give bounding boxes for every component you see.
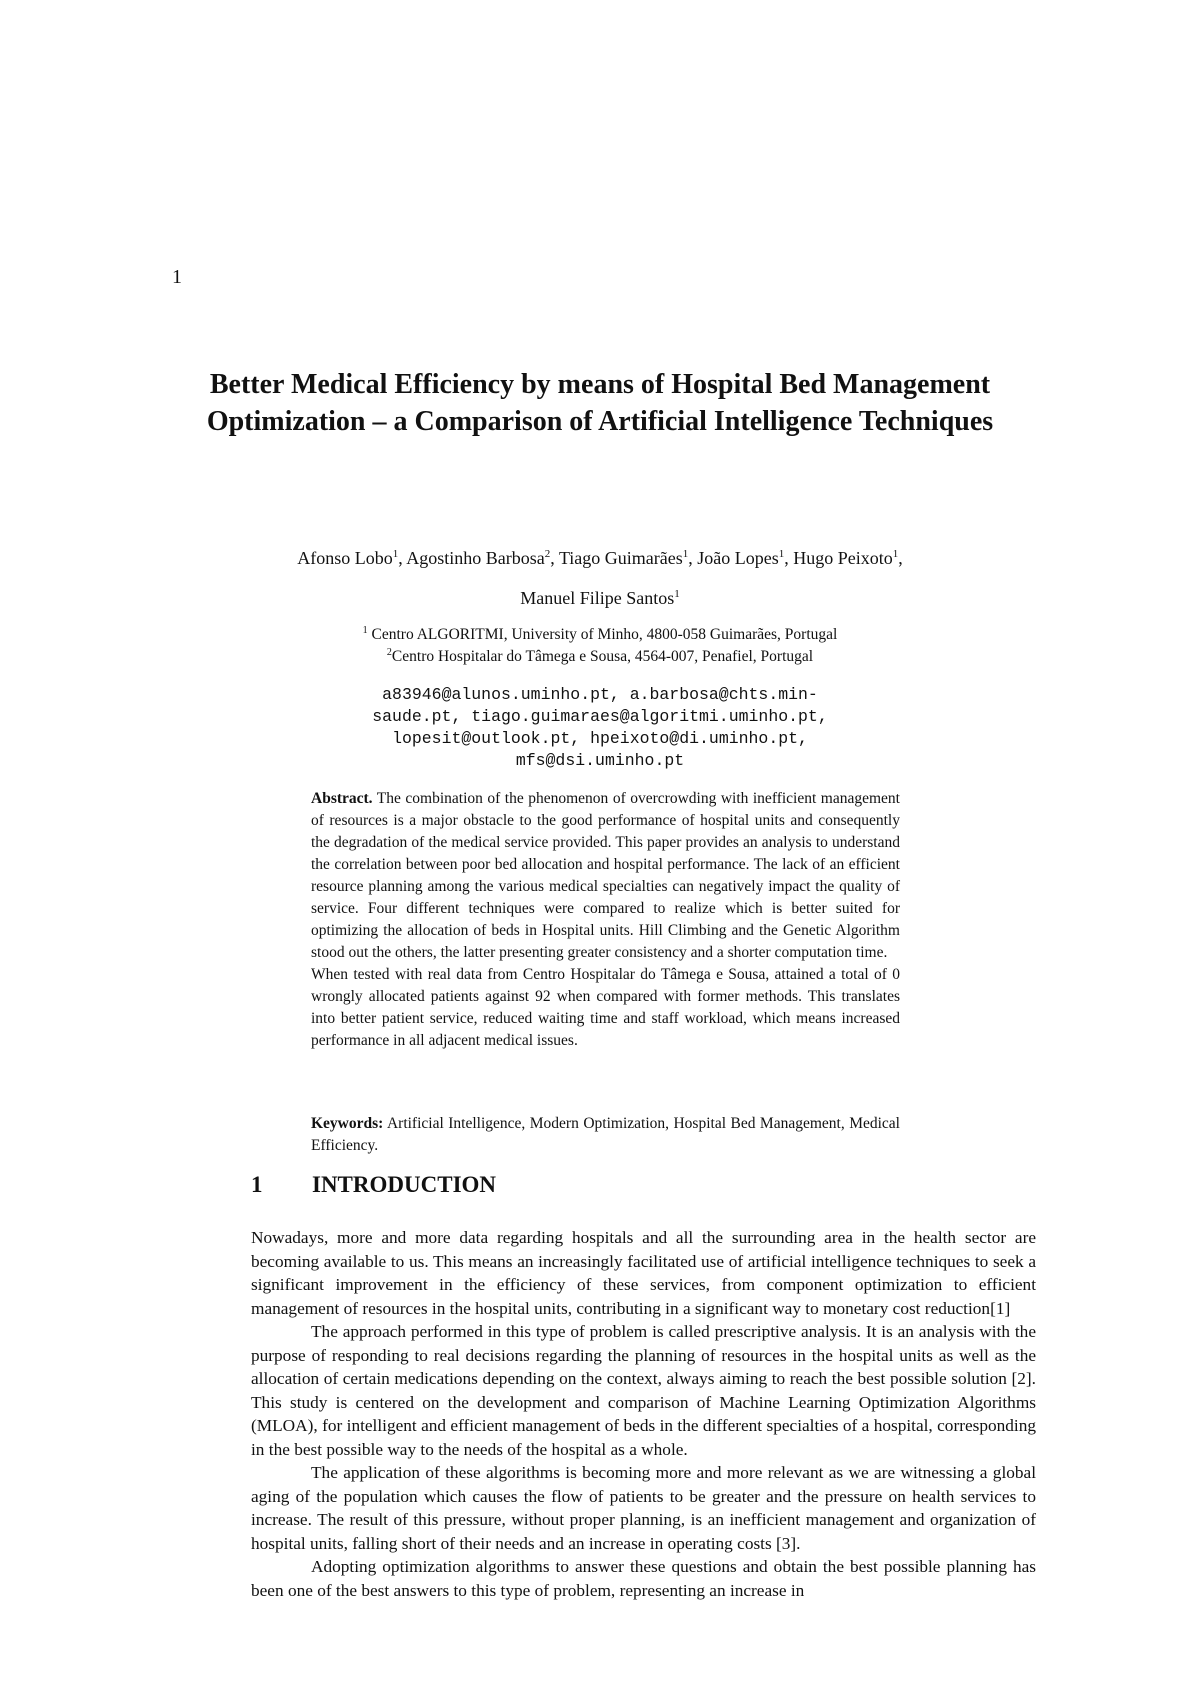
author-line-2 [150, 578, 1050, 618]
affiliation-text: Centro ALGORITMI, University of Minho, 4800-058 Guimarães, Portugal [371, 626, 838, 643]
email-block [330, 684, 870, 772]
introduction-body [251, 1226, 1036, 1602]
affiliation-list [200, 624, 1000, 668]
author-affiliation-mark: 2 [544, 548, 551, 560]
affiliation-mark: 2 [386, 646, 392, 658]
keywords [311, 1113, 900, 1157]
author-name: Hugo Peixoto [793, 548, 893, 568]
author-affiliation-mark: 1 [892, 548, 899, 560]
author-name: Agostinho Barbosa [406, 548, 545, 568]
email-line: lopesit@outlook.pt, hpeixoto@di.uminho.pt, [392, 729, 808, 748]
email-line: saude.pt, tiago.guimaraes@algoritmi.uminho.pt, [372, 707, 828, 726]
affiliation-mark: 1 [362, 624, 368, 636]
section-title: INTRODUCTION [312, 1172, 497, 1197]
author-affiliation-mark: 1 [674, 588, 680, 600]
affiliation-item [200, 646, 1000, 668]
section-number: 1 [251, 1172, 263, 1197]
author-line-1: Afonso Lobo$^1$, Agostinho Barbosa$^2$, Tiago Guimarães$^1$, João Lopes$^1$, Hugo Peixoto$^1$, [297, 548, 903, 568]
affiliation-text: Centro Hospitalar do Tâmega e Sousa, 4564-007, Penafiel, Portugal [391, 648, 814, 665]
author-name: Manuel Filipe Santos [520, 588, 675, 608]
keywords-text: Artificial Intelligence, Modern Optimization, Hospital Bed Management, Medical Efficiency. [311, 1115, 900, 1154]
author-name: Tiago Guimarães [558, 548, 683, 568]
abstract-text: The combination of the phenomenon of overcrowding with inefficient management of resources is a major obstacle to the good performance of hospital units and consequently the degradation of the medical service provided. This paper provides an analysis to understand the correlation between poor bed allocation and hospital performance. The lack of an efficient resource planning among the various medical specialties can negatively impact the quality of service. Four different techniques were compared to realize which is better suited for optimizing the allocation of beds in Hospital units. Hill Climbing and the Genetic Algorithm stood out the others, the latter presenting greater consistency and a shorter computation time. [311, 790, 900, 961]
author-name: João Lopes [697, 548, 779, 568]
abstract-paragraph [311, 788, 900, 964]
email-line: a83946@alunos.uminho.pt, a.barbosa@chts.min- [382, 685, 818, 704]
affiliation-item [200, 624, 1000, 646]
page-number: 1 [172, 266, 182, 288]
keywords-label: Keywords: [311, 1115, 384, 1132]
email-line: mfs@dsi.uminho.pt [515, 751, 685, 770]
body-paragraph: The application of these algorithms is becoming more and more relevant as we are witnessing a global aging of the population which causes the flow of patients to be greater and the pressure on health services to increase. The result of this pressure, without proper planning, is an inefficient management and organization of hospital units, falling short of their needs and an increase in operating costs [3]. [251, 1463, 1036, 1553]
author-list [150, 538, 1050, 618]
body-paragraph: The approach performed in this type of problem is called prescriptive analysis. It is an analysis with the purpose of responding to real decisions regarding the planning of resources in the hospital units as well as the allocation of certain medications depending on the context, always aiming to reach the best possible solution [2]. This study is centered on the development and comparison of Machine Learning Optimization Algorithms (MLOA), for intelligent and efficient management of beds in the different specialties of a hospital, corresponding in the best possible way to the needs of the hospital as a whole. [251, 1322, 1036, 1459]
abstract-label: Abstract. [311, 790, 373, 807]
author-name: Afonso Lobo [297, 548, 393, 568]
section-heading [251, 1172, 496, 1198]
body-paragraph: Nowadays, more and more data regarding hospitals and all the surrounding area in the health sector are becoming available to us. This means an increasingly facilitated use of artificial intelligence techniques to seek a significant improvement in the efficiency of these services, from component optimization to efficient management of resources in the hospital units, contributing in a significant way to monetary cost reduction[1] [251, 1228, 1036, 1318]
author-affiliation-mark: 1 [392, 548, 399, 560]
abstract [311, 788, 900, 1052]
paper-title: Better Medical Efficiency by means of Hospital Bed Management Optimization – a Comparison of Artificial Intelligence Techniques [206, 369, 994, 437]
body-paragraph: Adopting optimization algorithms to answer these questions and obtain the best possible planning has been one of the best answers to this type of problem, representing an increase in [251, 1557, 1036, 1600]
author-affiliation-mark: 1 [778, 548, 785, 560]
author-affiliation-mark: 1 [682, 548, 689, 560]
abstract-paragraph: When tested with real data from Centro Hospitalar do Tâmega e Sousa, attained a total of 0 wrongly allocated patients against 92 when compared with former methods. This translates into better patient service, reduced waiting time and staff workload, which means increased performance in all adjacent medical issues. [311, 966, 900, 1049]
